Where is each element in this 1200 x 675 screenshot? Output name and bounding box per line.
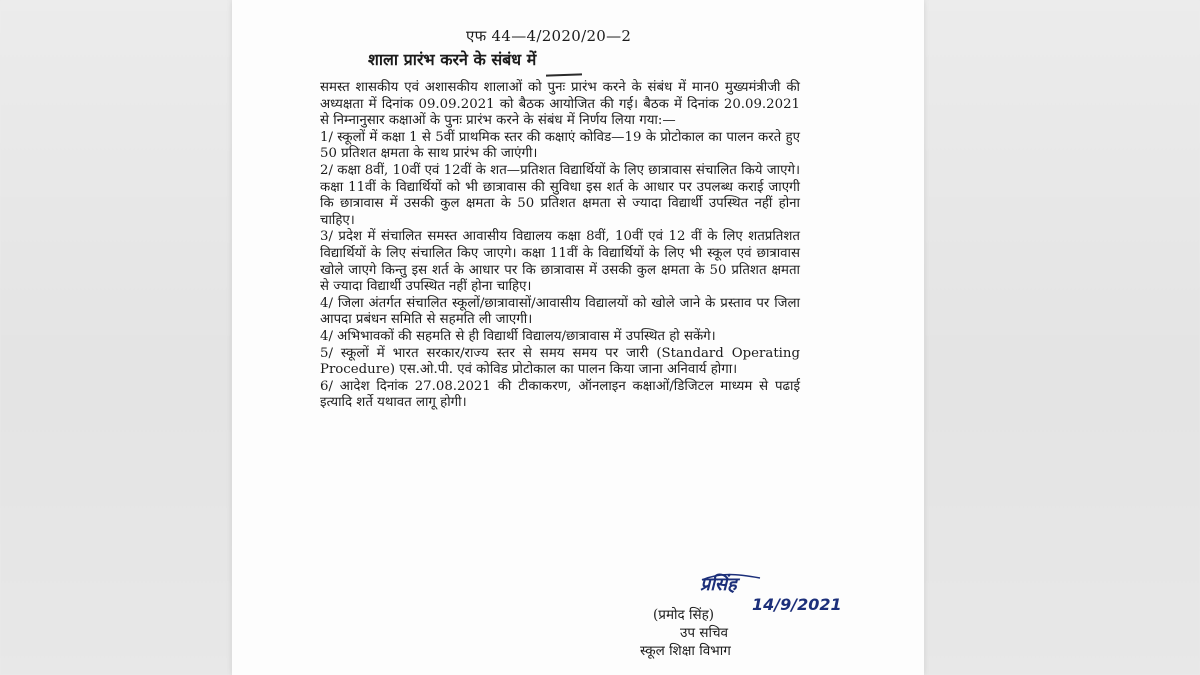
signer-designation: उप सचिव [680, 625, 729, 641]
signature-date: 14/9/2021 [752, 595, 842, 614]
left-blur-background [0, 0, 232, 675]
signer-department: स्कूल शिक्षा विभाग [640, 643, 731, 659]
document-body: समस्त शासकीय एवं अशासकीय शालाओं को पुनः प्रारंभ करने के संबंध में मान0 मुख्यमंत्रीजी की अध्यक्षता में दिनांक 09.09.2021 को बैठक आयोजित की गई। बैठक में दिनांक 20.09.2021 से निम्नानुसार कक्षाओं के पुनः प्रारंभ करने के संबंध में निर्णय लिया गया:— 1/ स्कूलों में कक्षा 1 से 5वीं प्राथमिक स्तर की कक्षाएं कोविड—19 के प्रोटोकाल का पालन करते हुए 50 प्रतिशत क्षमता के साथ प्रारंभ की जाएंगी। 2/ कक्षा 8वीं, 10वीं एवं 12वीं के शत—प्रतिशत विद्यार्थियों के लिए छात्रावास संचालित किये जाएगे। कक्षा 11वीं के विद्यार्थियों को भी छात्रावास की सुविधा इस शर्त के आधार पर उपलब्ध कराई जाएगी कि छात्रावास में उसकी कुल क्षमता के 50 प्रतिशत क्षमता से ज्यादा विद्यार्थी उपस्थित नहीं होना चाहिए। 3/ प्रदेश में संचालित समस्त आवासीय विद्यालय कक्षा 8वीं, 10वीं एवं 12 वीं के लिए शतप्रतिशत विद्यार्थियों के लिए संचालित किए जाएगे। कक्षा 11वीं के विद्यार्थियों के लिए भी स्कूल एवं छात्रावास खोले जाएगे किन्तु इस शर्त के आधार पर कि छात्रावास में उसकी कुल क्षमता के 50 प्रतिशत क्षमता से ज्यादा विद्यार्थी उपस्थित नहीं होना चाहिए। 4/ जिला अंतर्गत संचालित स्कूलों/छात्रावासों/आवासीय विद्यालयों को खोले जाने के प्रस्ताव पर जिला आपदा प्रबंधन समिति से सहमति ली जाएगी। 4/ अभिभावकों की सहमति से ही विद्यार्थी विद्यालय/छात्रावास में उपस्थित हो सकेंगे। 5/ स्कूलों में भारत सरकार/राज्य स्तर से समय समय पर जारी (Standard Operating Procedure) एस.ओ.पी. एवं कोविड प्रोटोकाल का पालन किया जाना अनिवार्य होगा। 6/ आदेश दिनांक 27.08.2021 की टीकाकरण, ऑनलाइन कक्षाओं/डिजिटल माध्यम से पढाई इत्यादि शर्ते यथावत लागू होगी। [320, 80, 800, 411]
document-subject: शाला प्रारंभ करने के संबंध में [368, 50, 537, 69]
right-blur-background [924, 0, 1200, 675]
document-reference-number: एफ 44—4/2020/20—2 [466, 27, 632, 45]
signer-name: (प्रमोद सिंह) [653, 607, 715, 623]
signature-mark: प्रसिंह [700, 574, 737, 595]
